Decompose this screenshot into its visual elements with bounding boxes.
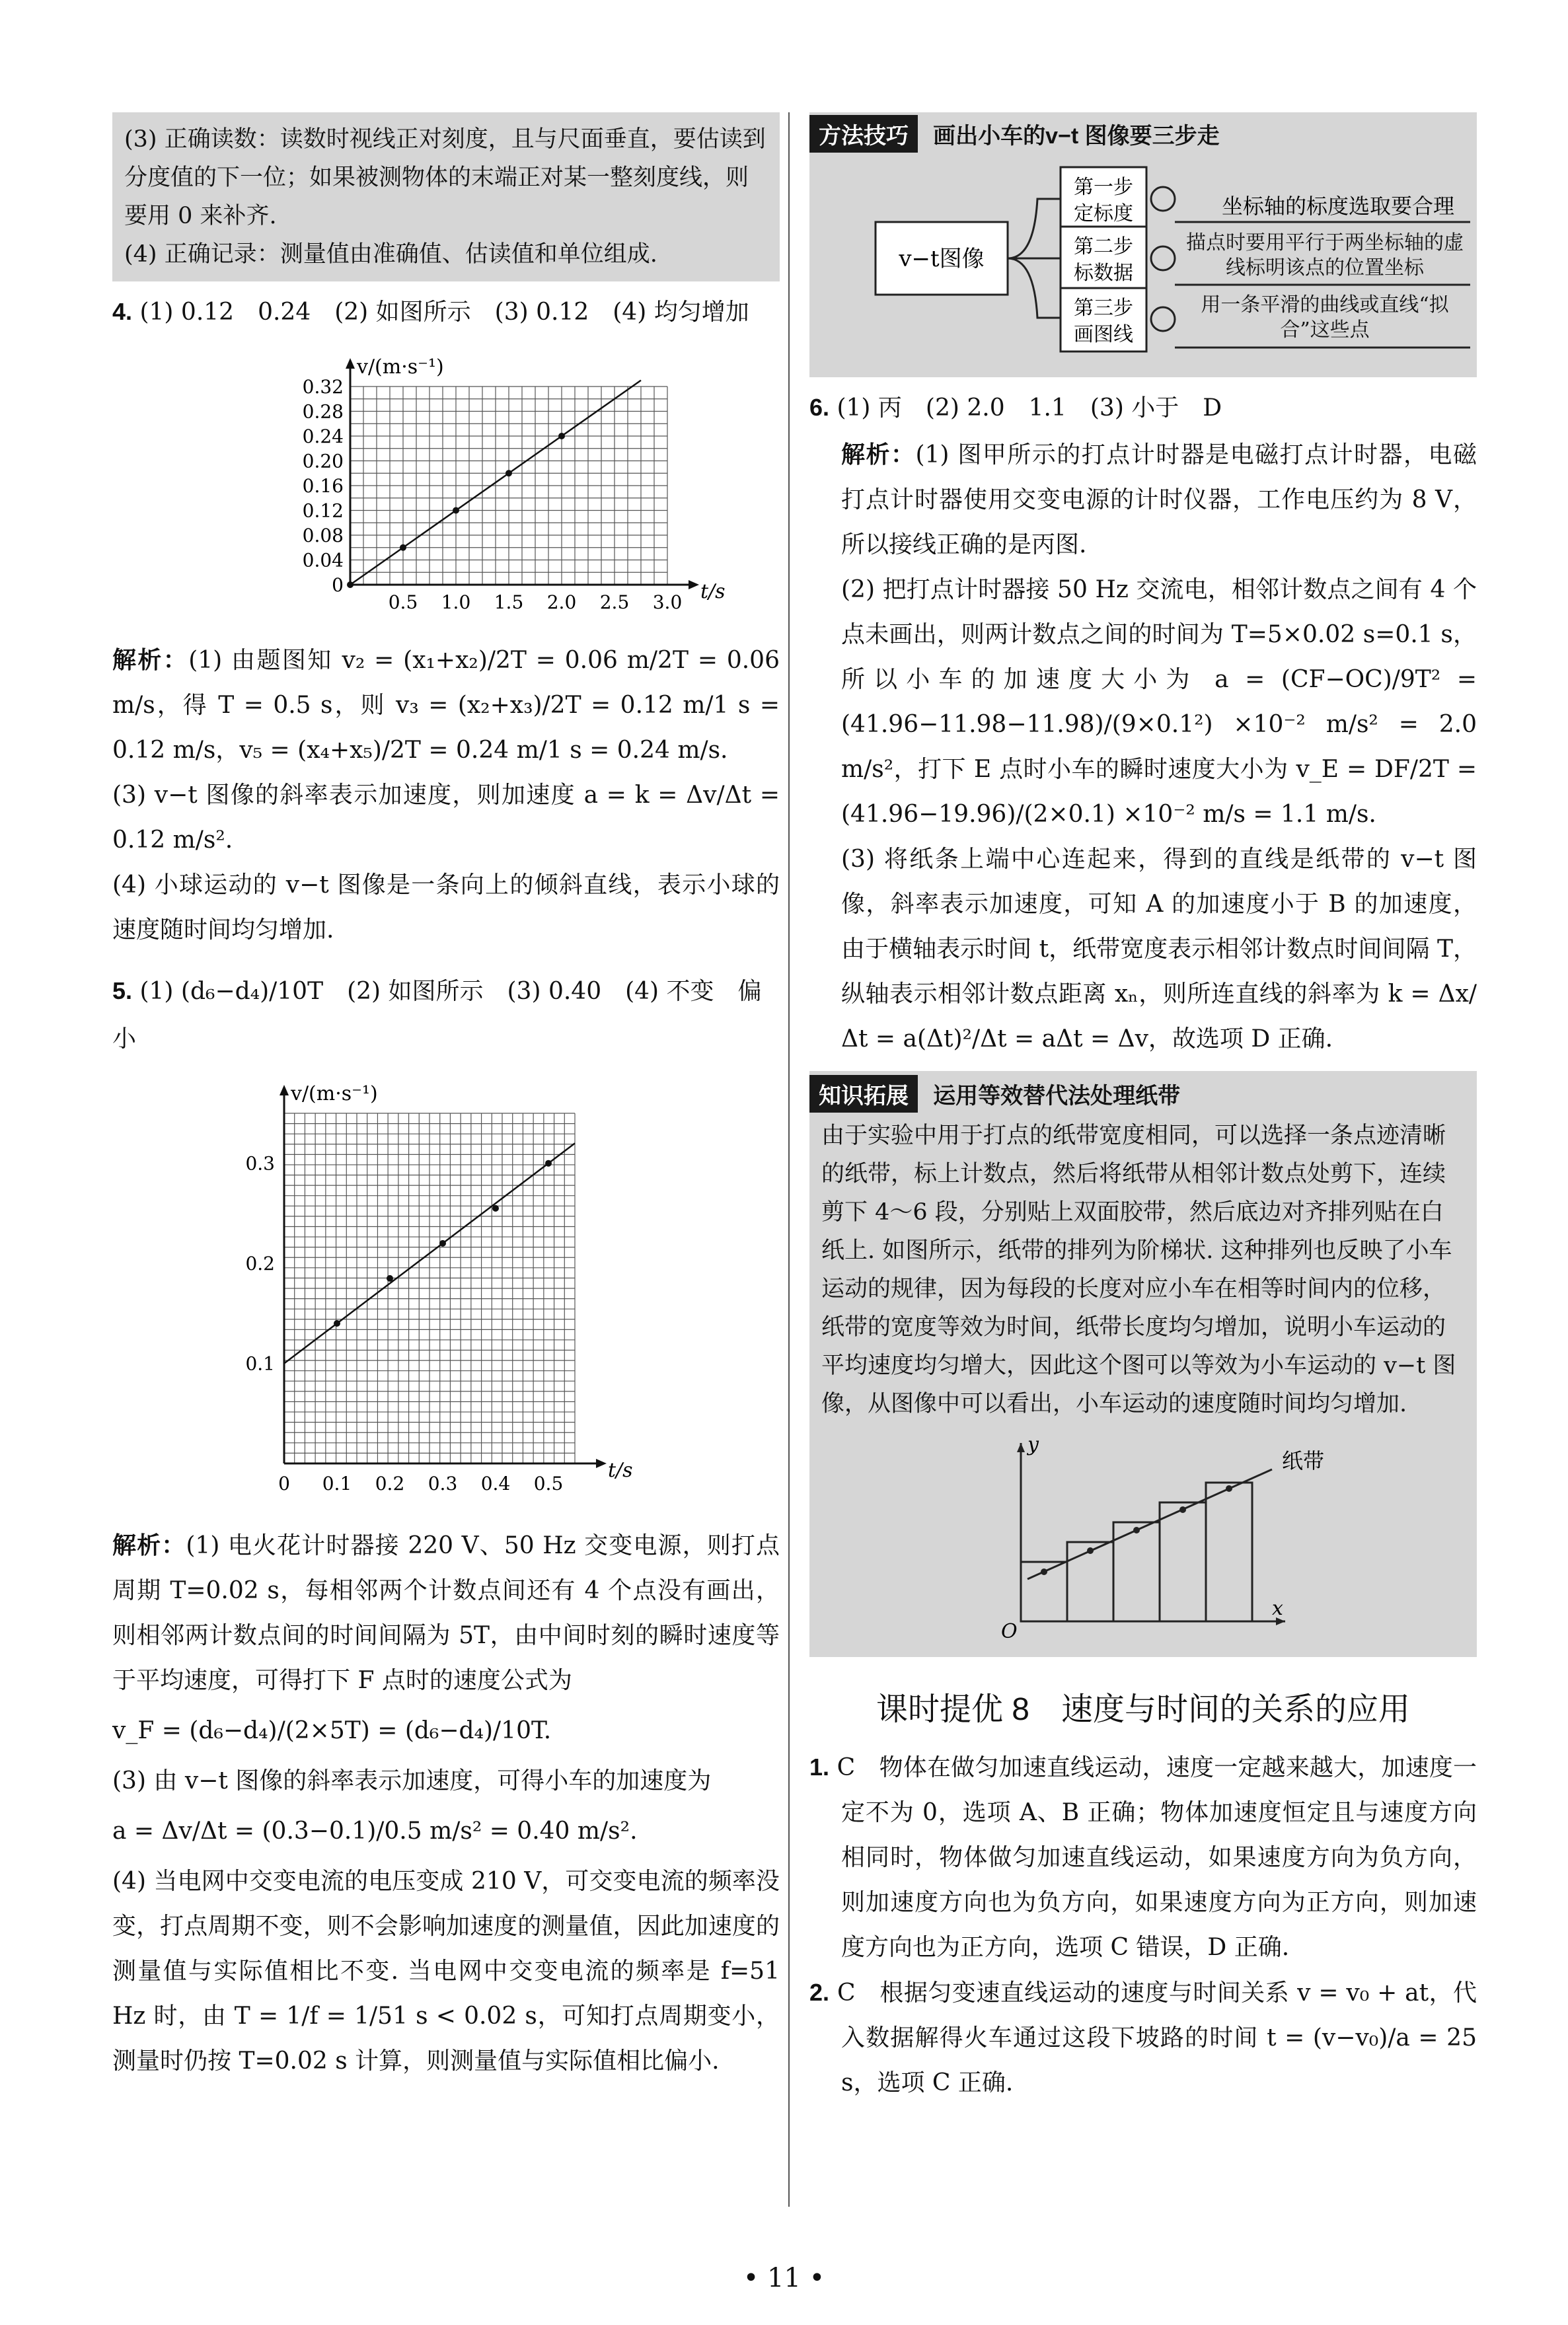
- question-5: [112, 967, 780, 1063]
- note-box: [112, 112, 780, 281]
- mindmap-branch: [1008, 199, 1061, 258]
- data-point: [505, 470, 512, 476]
- question-4: [112, 288, 780, 336]
- mindmap-center: v−t图像: [899, 246, 985, 272]
- tape-strip: [1160, 1502, 1206, 1621]
- page-number: • 11 •: [743, 2263, 825, 2293]
- mindmap-step-3: [1061, 288, 1470, 351]
- item-number: 1.: [809, 1753, 830, 1781]
- q5-number: 5.: [112, 977, 133, 1004]
- q4-number: 4.: [112, 298, 133, 325]
- x-tick-label: 0.2: [375, 1473, 405, 1495]
- y-axis-label: v/(m·s⁻¹): [291, 1082, 378, 1105]
- x-tick-label: 0.5: [533, 1473, 564, 1495]
- analysis-label: 解析：: [112, 646, 189, 673]
- note-line: (3) 正确读数：读数时视线正对刻度，且与尺面垂直，要估读到分度值的下一位；如果被测物体的末端正对某一整刻度线，则要用 0 来补齐.: [124, 126, 766, 229]
- y-tick-label: 0.24: [302, 425, 344, 447]
- x-tick-label: 2.5: [599, 591, 630, 613]
- analysis-text: (3) v−t 图像的斜率表示加速度，则加速度 a = k = Δv/Δt = 0.12 m/s².: [112, 782, 780, 854]
- knowledge-tag: 知识拓展: [809, 1075, 918, 1113]
- x-tick-label: 0.4: [480, 1473, 511, 1495]
- x-axis-label: t/s: [608, 1459, 633, 1482]
- analysis-text: (2) 把打点计时器接 50 Hz 交流电，相邻计数点之间有 4 个点未画出，则两计数点之间的时间为 T=5×0.02 s=0.1 s，所以小车的加速度大小为 a = (CF−OC)/9T² = (41.96−11.98−11.98)/(9×0.1²) ×10⁻² m/s² = 2.0 m/s²，打下 E 点时小车的瞬时速度大小为 v_E = DF/2T = (41.96−19.96)/(2×0.1) ×10⁻² m/s = 1.1 m/s.: [841, 576, 1477, 828]
- fig-origin: O: [1001, 1620, 1018, 1643]
- analysis-text: (4) 当电网中交变电流的电压变成 210 V，可交变电流的频率没变，打点周期不变，则不会影响加速度的测量值，因此加速度的测量值与实际值相比不变. 当电网中交变电流的频率是 f=51 Hz 时，由 T = 1/f = 1/51 s < 0.02 s，可知打点周期变小，测量时仍按 T=0.02 s 计算，则测量值与实际值相比偏小.: [112, 1868, 780, 2075]
- method-title: 画出小车的v−t 图像要三步走: [933, 124, 1220, 149]
- note-line: (4) 正确记录：测量值由准确值、估读值和单位组成.: [124, 241, 657, 268]
- tape-fit-line: [1027, 1469, 1272, 1579]
- y-tick-label: 0: [332, 574, 344, 596]
- knowledge-text: 由于实验中用于打点的纸带宽度相同，可以选择一条点迹清晰的纸带，标上计数点，然后将纸带从相邻计数点处剪下，连续剪下 4～6 段，分别贴上双面胶带，然后底边对齐排列贴在白纸上. 如图所示，纸带的排列为阶梯状. 这种排列也反映了小车运动的规律，因为每段的长度对应小车在相等时间内的位移，纸带的宽度等效为时间，纸带长度均匀增加，说明小车运动的平均速度均匀增大，因此这个图可以等效为小车运动的 v−t 图像，从图像中可以看出，小车运动的速度随时间均匀增加.: [809, 1113, 1477, 1423]
- q4-answer: (1) 0.12 0.24 (2) 如图所示 (3) 0.12 (4) 均匀增加: [139, 299, 749, 326]
- item-text: C 物体在做匀加速直线运动，速度一定越来越大，加速度一定不为 0，选项 A、B 正确；物体加速度恒定且与速度方向相同时，物体做匀加速直线运动，如果速度方向为负方向，则加速度方向也为负方向，如果速度方向为正方向，则加速度方向也为正方向，选项 C 错误，D 正确.: [837, 1754, 1477, 1961]
- y-tick-label: 0.12: [302, 499, 344, 522]
- x-tick-label: 0.3: [428, 1473, 458, 1495]
- x-axis-label: t/s: [700, 580, 726, 603]
- step-name: 标数据: [1074, 262, 1133, 285]
- item-number: 2.: [809, 1979, 830, 2006]
- data-point: [334, 1320, 340, 1327]
- column-divider: [788, 112, 790, 2207]
- mindmap-branch: [1008, 258, 1061, 318]
- step-connector: [1151, 307, 1175, 331]
- left-column: [112, 112, 780, 2084]
- x-tick-label: 0: [278, 1473, 290, 1495]
- q6-number: 6.: [809, 394, 830, 421]
- paper-tape-figure: [809, 1423, 1477, 1648]
- step-connector: [1151, 187, 1175, 211]
- y-axis-arrow: [346, 358, 355, 369]
- x-tick-label: 0.1: [322, 1473, 352, 1495]
- step-name: 定标度: [1074, 202, 1133, 225]
- q5-vt-graph: [112, 1067, 780, 1516]
- fig-tape-label: 纸带: [1282, 1448, 1325, 1473]
- q4-analysis: [112, 638, 780, 953]
- x-tick-label: 3.0: [652, 591, 683, 613]
- data-point: [347, 581, 354, 588]
- analysis-text: (1) 由题图知 v₂ = (x₁+x₂)/2T = 0.06 m/2T = 0.06 m/s，得 T = 0.5 s，则 v₃ = (x₂+x₃)/2T = 0.12 m/1 s = 0.12 m/s，v₅ = (x₄+x₅)/2T = 0.24 m/1 s = 0.24 m/s.: [112, 647, 780, 764]
- x-tick-label: 1.5: [494, 591, 524, 613]
- analysis-text: (3) 由 v−t 图像的斜率表示加速度，可得小车的加速度为: [112, 1767, 712, 1794]
- y-axis-arrow: [280, 1085, 289, 1095]
- mindmap-step-1: [1061, 167, 1470, 231]
- item-text: C 根据匀变速直线运动的速度与时间关系 v = v₀ + at，代入数据解得火车通过这段下坡路的时间 t = (v−v₀)/a = 25 s，选项 C 正确.: [837, 1979, 1477, 2096]
- lesson-title: 课时提优 8 速度与时间的关系的应用: [876, 1692, 1411, 1727]
- y-axis-label: v/(m·s⁻¹): [357, 355, 444, 379]
- step-connector: [1151, 246, 1175, 270]
- formula-a: a = Δv/Δt = (0.3−0.1)/0.5 m/s² = 0.40 m/s².: [112, 1818, 638, 1845]
- q5-answer: (1) (d₆−d₄)/10T (2) 如图所示 (3) 0.40 (4) 不变 偏小: [112, 978, 762, 1052]
- knowledge-title: 运用等效替代法处理纸带: [933, 1084, 1181, 1109]
- analysis-text: (4) 小球运动的 v−t 图像是一条向上的倾斜直线，表示小球的速度随时间均匀增加.: [112, 871, 780, 943]
- step-name: 画图线: [1074, 323, 1133, 346]
- y-tick-label: 0.28: [302, 400, 344, 423]
- step-desc: 用一条平滑的曲线或直线“拟合”这些点: [1201, 293, 1449, 342]
- data-point: [545, 1160, 552, 1167]
- right-column: [809, 112, 1477, 2106]
- x-tick-label: 1.0: [441, 591, 471, 613]
- data-point: [453, 507, 459, 514]
- y-tick-label: 0.20: [302, 450, 344, 472]
- y-tick-label: 0.2: [245, 1253, 275, 1275]
- method-box: [809, 112, 1477, 377]
- lesson-items: [809, 1745, 1477, 2106]
- x-tick-label: 0.5: [388, 591, 418, 613]
- analysis-text: (3) 将纸条上端中心连起来，得到的直线是纸带的 v−t 图像，斜率表示加速度，可知 A 的加速度小于 B 的加速度，由于横轴表示时间 t，纸带宽度表示相邻计数点时间间隔 T，纵轴表示相邻计数点距离 xₙ，则所连直线的斜率为 k = Δx/Δt = a(Δt)²/Δt = aΔt = Δv，故选项 D 正确.: [841, 846, 1477, 1052]
- analysis-label: 解析：: [112, 1532, 186, 1559]
- data-point: [387, 1275, 393, 1282]
- analysis-text: (1) 图甲所示的打点计时器是电磁打点计时器，电磁打点计时器使用交变电源的计时仪器，工作电压约为 8 V，所以接线正确的是丙图.: [841, 441, 1477, 558]
- data-point: [492, 1205, 499, 1212]
- data-point: [400, 544, 406, 551]
- tape-strip: [1206, 1483, 1252, 1621]
- y-tick-label: 0.32: [302, 376, 344, 398]
- method-tag: 方法技巧: [809, 115, 918, 153]
- knowledge-box: [809, 1071, 1477, 1657]
- data-point: [558, 433, 565, 439]
- y-tick-label: 0.16: [302, 475, 344, 497]
- step-label: 第三步: [1074, 297, 1133, 320]
- q4-vt-graph: [112, 340, 780, 631]
- analysis-label: 解析：: [841, 441, 916, 468]
- y-tick-label: 0.1: [245, 1352, 275, 1375]
- method-mindmap: [809, 153, 1477, 371]
- formula-vf: v_F = (d₆−d₄)/(2×5T) = (d₆−d₄)/10T.: [112, 1717, 552, 1744]
- mindmap-step-2: [1061, 227, 1470, 290]
- y-tick-label: 0.04: [302, 549, 344, 572]
- x-tick-label: 2.0: [546, 591, 577, 613]
- step-desc: 描点时要用平行于两坐标轴的虚线标明该点的位置坐标: [1186, 231, 1464, 279]
- q6-analysis: [809, 432, 1477, 1062]
- fig-x-label: x: [1272, 1597, 1283, 1620]
- step-label: 第二步: [1074, 235, 1133, 258]
- q5-analysis: [112, 1523, 780, 2084]
- question-6: [809, 384, 1477, 432]
- y-tick-label: 0.08: [302, 525, 344, 546]
- step-label: 第一步: [1074, 176, 1133, 199]
- fig-y-label: y: [1027, 1433, 1039, 1456]
- x-axis-arrow: [596, 1459, 607, 1468]
- x-axis-arrow: [689, 580, 699, 589]
- data-point: [439, 1240, 446, 1247]
- q6-answer: (1) 丙 (2) 2.0 1.1 (3) 小于 D: [837, 394, 1222, 422]
- step-desc: 坐标轴的标度选取要合理: [1221, 194, 1455, 219]
- analysis-text: (1) 电火花计时器接 220 V、50 Hz 交变电源，则打点周期 T=0.02 s，每相邻两个计数点间还有 4 个点没有画出，则相邻两计数点间的时间间隔为 5T，由中间时刻的瞬时速度等于平均速度，可得打下 F 点时的速度公式为: [112, 1532, 780, 1694]
- y-tick-label: 0.3: [245, 1152, 275, 1175]
